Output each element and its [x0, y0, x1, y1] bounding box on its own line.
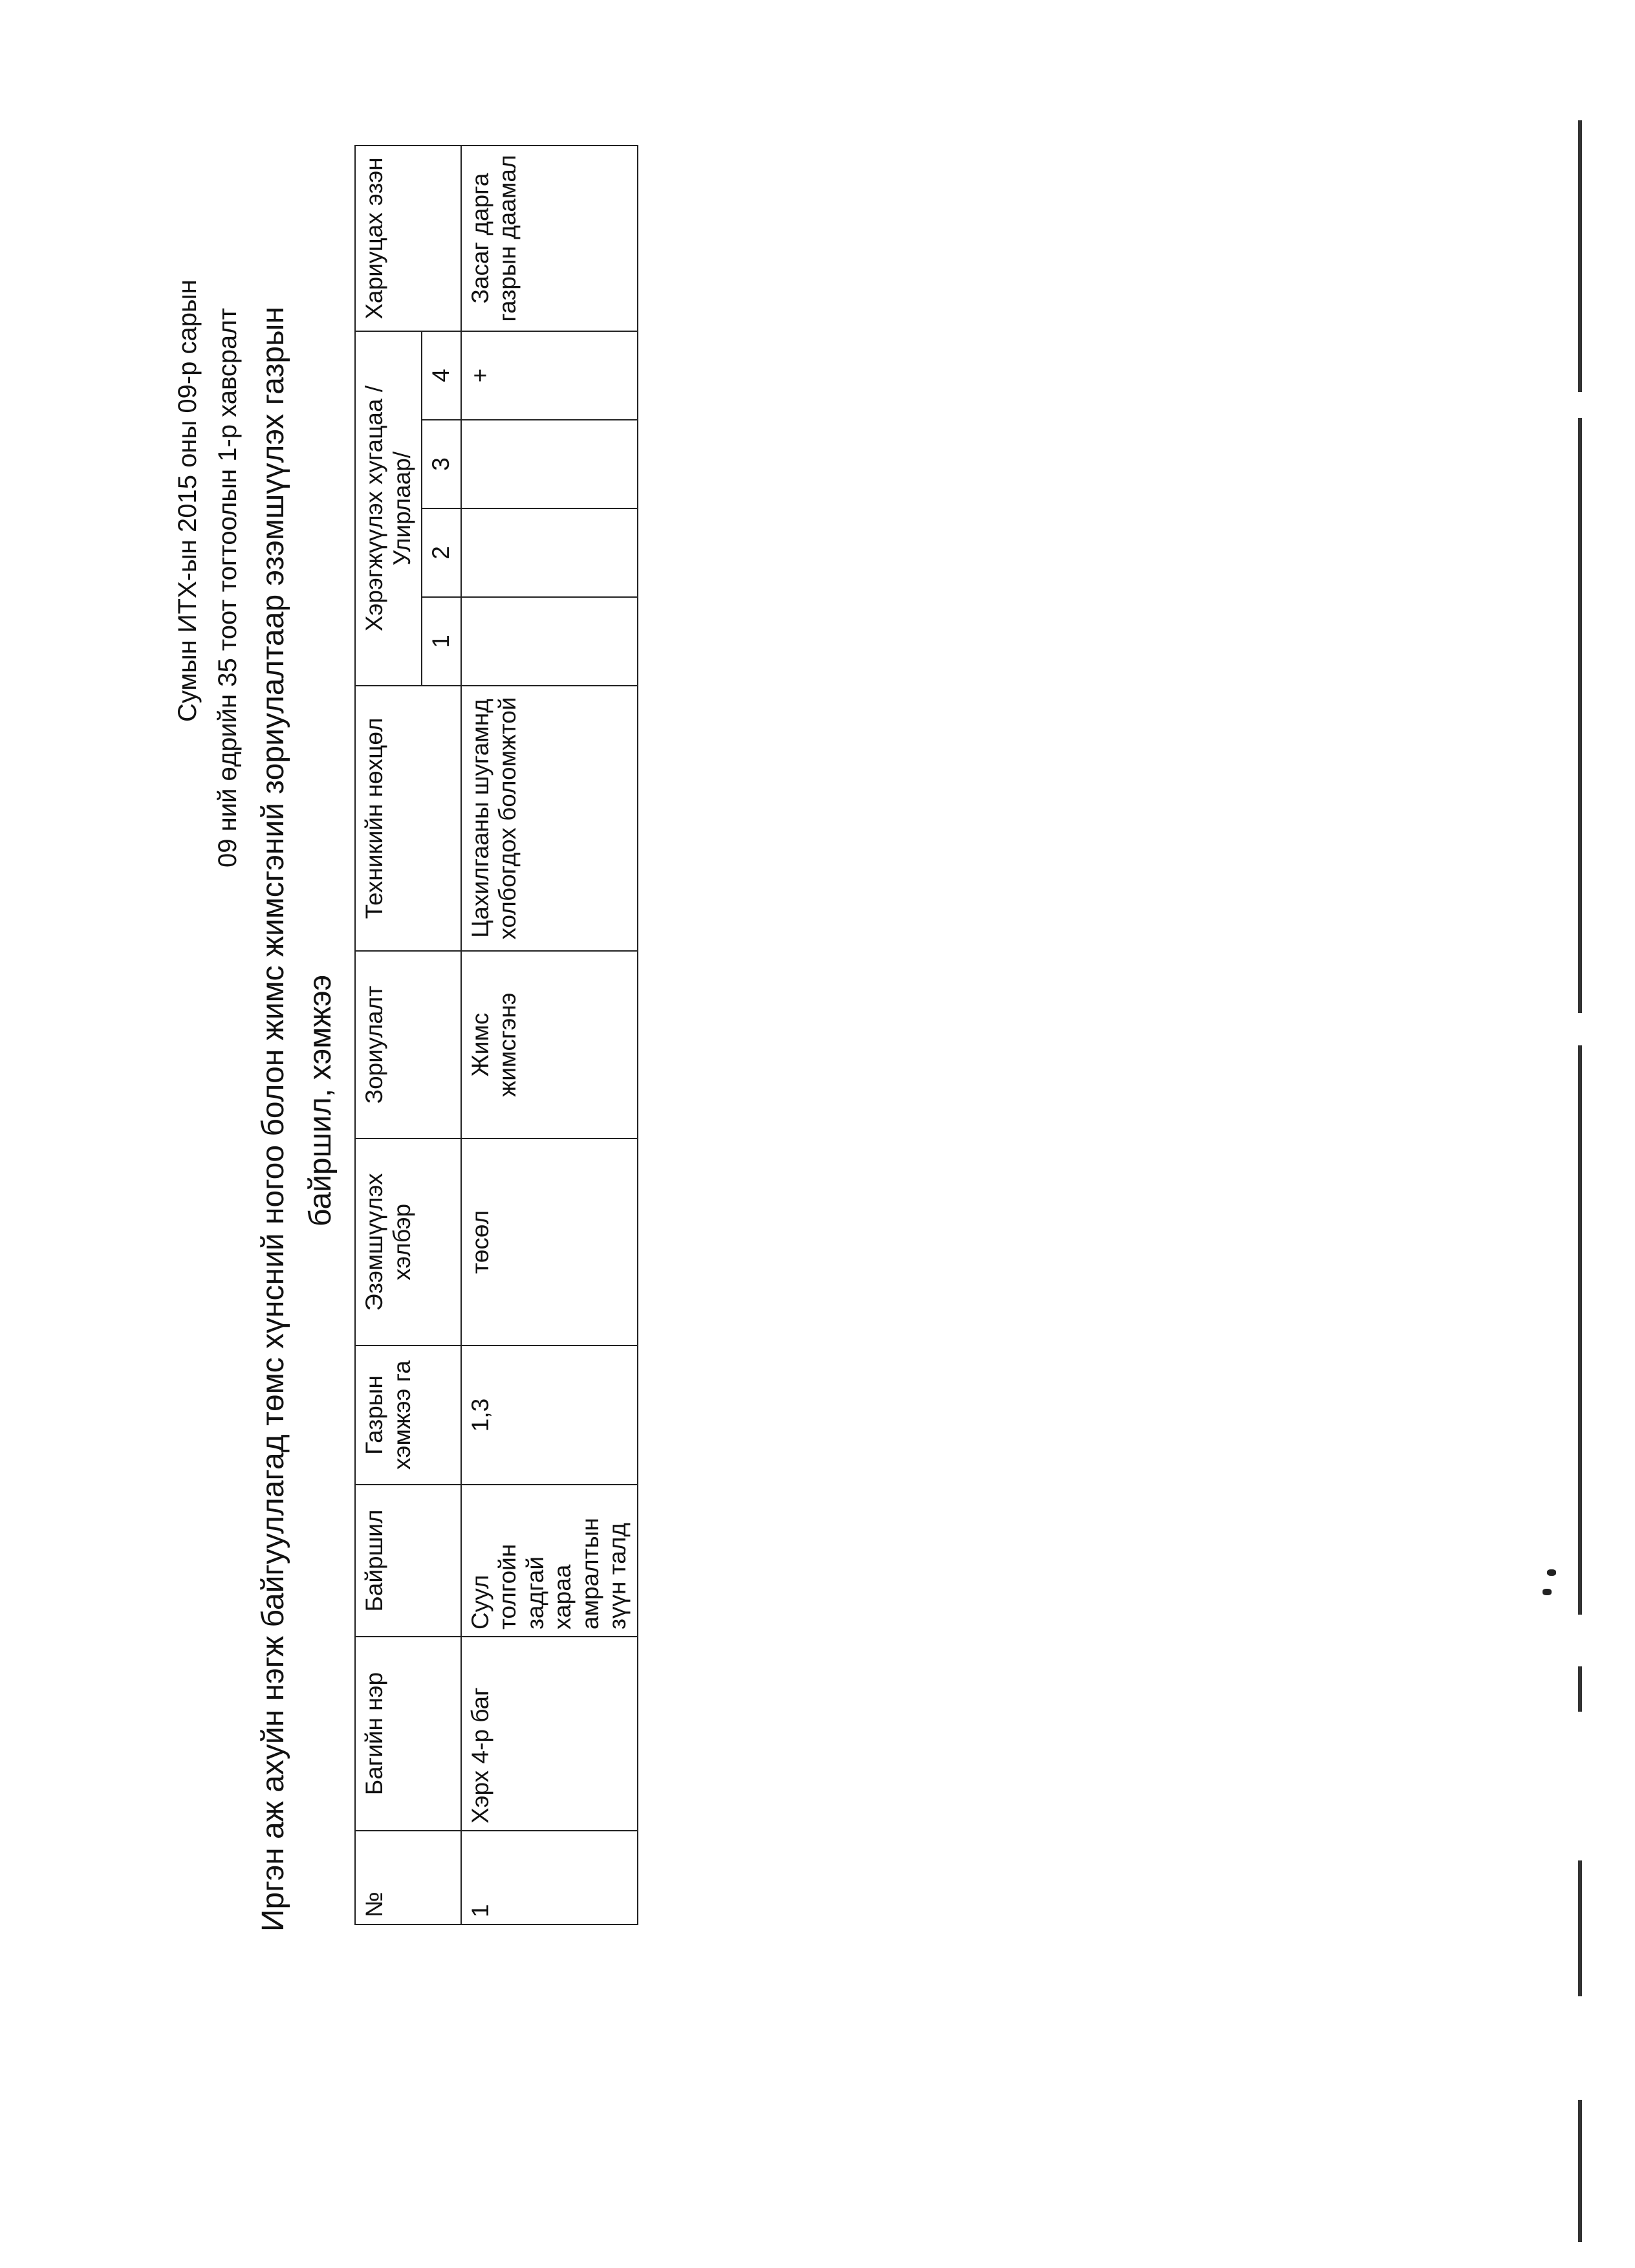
cell-quarter-4: +: [461, 331, 638, 420]
header-quarter-1: 1: [422, 597, 461, 686]
table-header-row: [355, 146, 422, 1925]
cell-purpose: Жимс жимсгэнэ: [461, 951, 638, 1139]
scan-edge-mark: [1578, 2100, 1582, 2242]
header-purpose: Зориулалт: [355, 951, 461, 1139]
scan-edge-mark: [1578, 120, 1582, 392]
header-location: Байршил: [355, 1485, 461, 1637]
scan-edge-mark: [1578, 1860, 1582, 1996]
header-quarter-2: 2: [422, 508, 461, 597]
header-area: Газрын хэмжээ га: [355, 1346, 461, 1485]
cell-no: 1: [461, 1831, 638, 1925]
document-title-line-2: байршил, хэмжээ: [303, 974, 338, 1227]
header-bag-name: Багийн нэр: [355, 1637, 461, 1831]
cell-bag-name: Хэрх 4-р баг: [461, 1637, 638, 1831]
scan-edge-mark: [1578, 1666, 1582, 1712]
header-quarter-3: 3: [422, 420, 461, 508]
cell-responsible: Засаг дарга газрын даамал: [461, 146, 638, 331]
cell-technical: Цахилгааны шугамнд холбогдох боломжтой: [461, 686, 638, 951]
scan-speck: [1547, 1569, 1556, 1576]
document-title-line-1: Иргэн аж ахуйн нэгж байгууллагад төмс хүнсний ногоо болон жимс жимсгэний зориулалтаар эзэмшүүлэх газрын: [256, 306, 290, 1932]
scan-speck: [1543, 1589, 1552, 1595]
table-row: [461, 146, 638, 1925]
cell-area: 1,3: [461, 1346, 638, 1485]
appendix-header-line-1: Сумын ИТХ-ын 2015 оны 09-р сарын: [173, 279, 202, 722]
land-allocation-table: [354, 145, 638, 1925]
appendix-header-line-2: 09 ний өдрийн 35 тоот тогтоолын 1-р хавсралт: [213, 308, 242, 867]
header-no: №: [355, 1831, 461, 1925]
scan-edge-mark: [1578, 418, 1582, 1013]
header-timeline: Хэрэгжүүлэх хугацаа /Улирлаар/: [355, 331, 422, 686]
header-technical: Техникийн нөхцөл: [355, 686, 461, 951]
cell-quarter-2: [461, 508, 638, 597]
cell-quarter-3: [461, 420, 638, 508]
header-quarter-4: 4: [422, 331, 461, 420]
cell-ownership: төсөл: [461, 1139, 638, 1346]
header-ownership: Эзэмшүүлэх хэлбэр: [355, 1139, 461, 1346]
scan-edge-mark: [1578, 1045, 1582, 1615]
header-responsible: Хариуцах эзэн: [355, 146, 461, 331]
cell-quarter-1: [461, 597, 638, 686]
cell-location: Суул толгойн задгай хараа амралтын зүүн талд: [461, 1485, 638, 1637]
